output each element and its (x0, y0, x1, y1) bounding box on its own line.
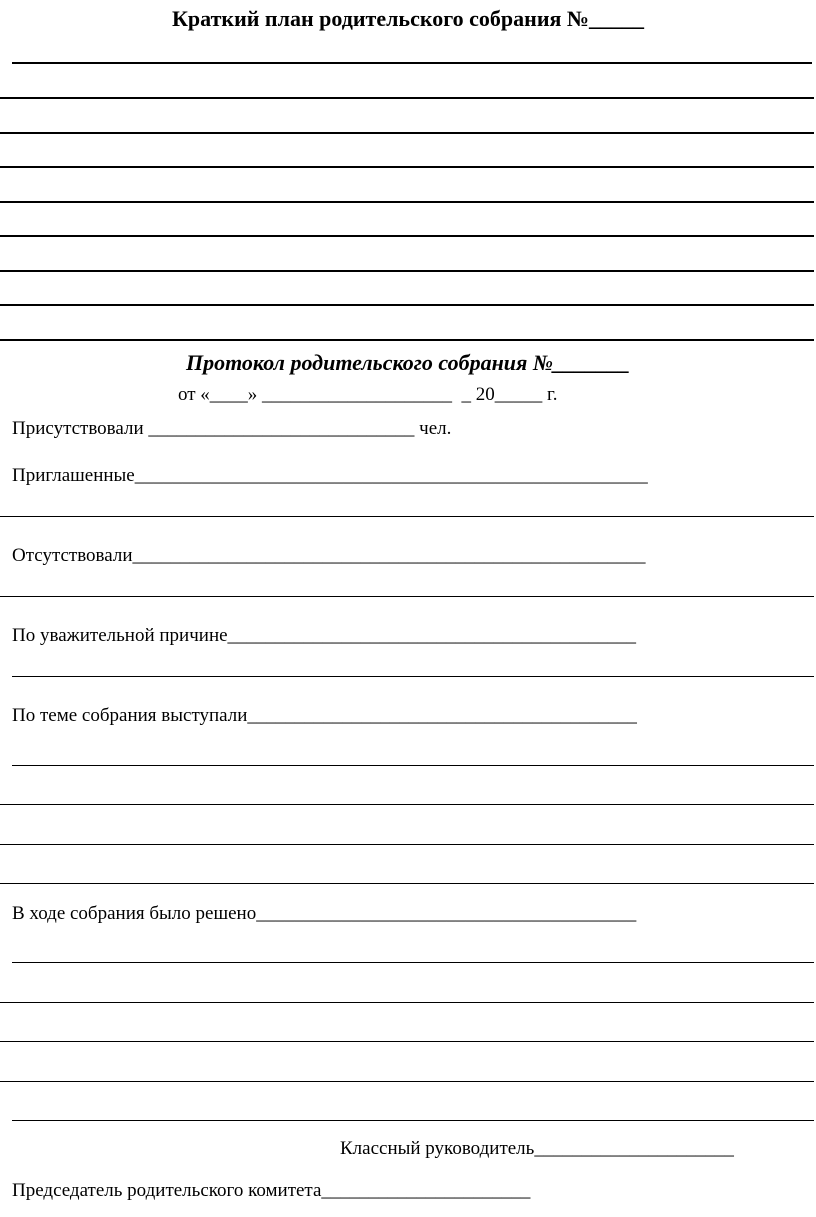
decided-field: В ходе собрания было решено________________________________________ (12, 903, 637, 924)
blank-line (0, 844, 814, 845)
blank-line (0, 883, 814, 884)
blank-line (0, 804, 814, 805)
plan-line (0, 201, 814, 203)
blank-line (0, 1081, 814, 1082)
plan-line (0, 339, 814, 341)
plan-line (12, 62, 812, 64)
valid-reason-field: По уважительной причине___________________________________________ (12, 625, 637, 646)
speakers-field: По теме собрания выступали_________________________________________ (12, 705, 637, 726)
plan-line (0, 97, 814, 99)
plan-line (0, 235, 814, 237)
blank-line (0, 1041, 814, 1042)
blank-line (12, 962, 814, 963)
plan-line (0, 166, 814, 168)
blank-line (12, 765, 814, 766)
plan-title: Краткий план родительского собрания №_____ (171, 6, 645, 31)
committee-chair-signature: Председатель родительского комитета______________________ (12, 1180, 531, 1201)
blank-line (0, 516, 814, 517)
plan-line (0, 132, 814, 134)
plan-line (0, 304, 814, 306)
class-teacher-signature: Классный руководитель_____________________ (340, 1138, 734, 1159)
blank-line (12, 676, 814, 677)
present-field: Присутствовали ____________________________ чел. (12, 418, 452, 439)
invited-field: Приглашенные______________________________________________________ (12, 465, 648, 486)
blank-line (0, 596, 814, 597)
blank-line (12, 1120, 814, 1121)
date-line: от «____» ____________________ _ 20_____ г. (178, 384, 558, 405)
protocol-title: Протокол родительского собрания №_______ (185, 350, 631, 375)
blank-line (0, 1002, 814, 1003)
absent-field: Отсутствовали______________________________________________________ (12, 545, 646, 566)
plan-line (0, 270, 814, 272)
